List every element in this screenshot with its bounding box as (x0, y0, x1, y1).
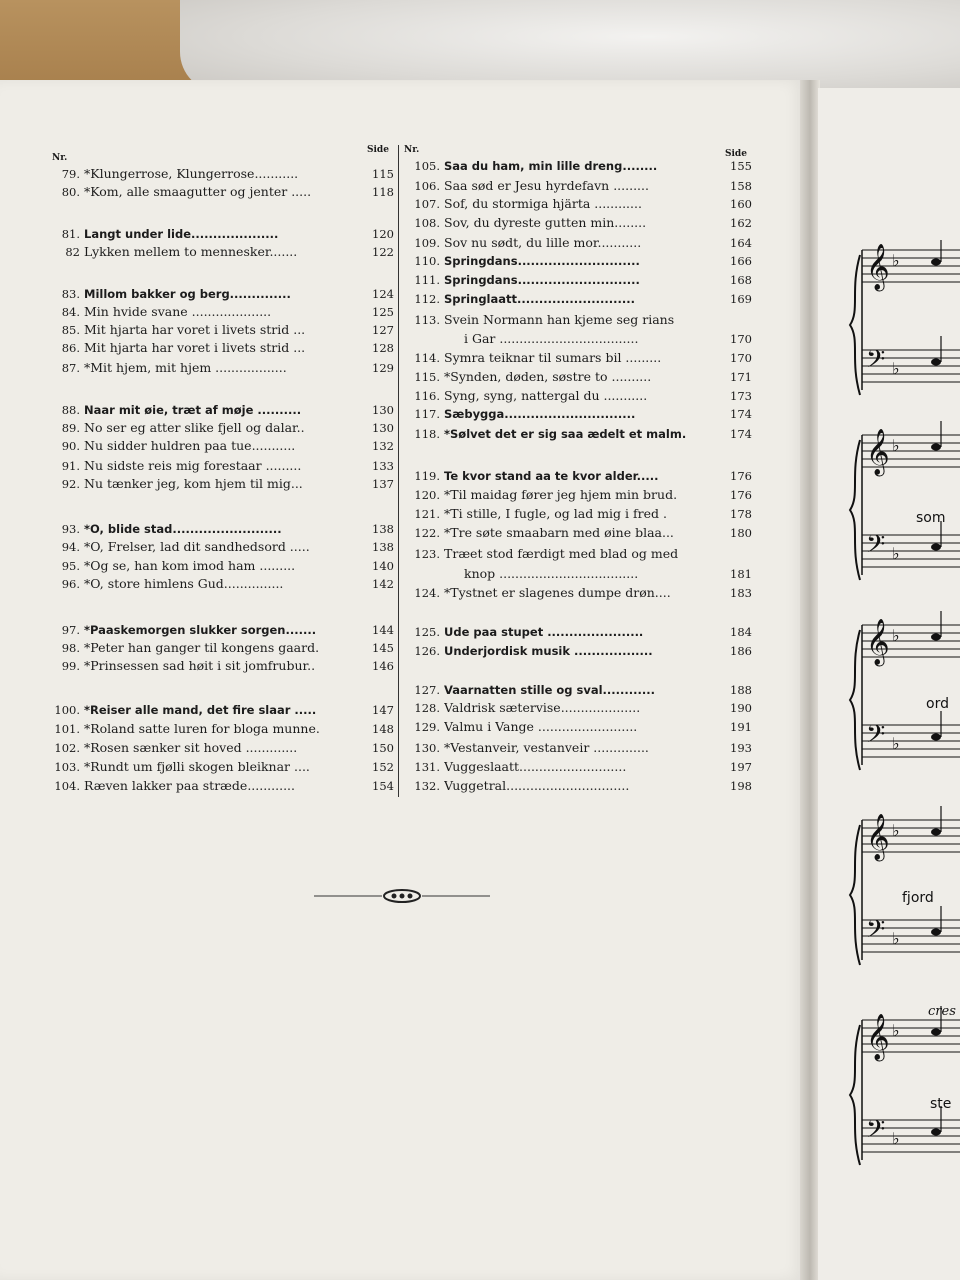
entry-page: 148 (372, 722, 394, 736)
index-entry (404, 368, 752, 386)
index-entry (404, 405, 752, 423)
entry-number: 127. (414, 683, 440, 697)
entry-number: 110. (414, 254, 440, 268)
entry-title: Springdans............................ (444, 273, 640, 287)
entry-number: 79. (61, 167, 80, 181)
entry-title: *Kom, alle smaagutter og jenter ..... (84, 184, 312, 199)
index-entry (44, 243, 394, 261)
entry-number: 123. (414, 547, 440, 561)
index-entry (44, 720, 394, 738)
entry-number: 87. (61, 361, 80, 375)
index-entry (404, 524, 752, 542)
entry-title: *Til maidag fører jeg hjem min brud. (444, 487, 678, 502)
entry-page: 176 (730, 469, 752, 483)
entry-number: 124. (414, 586, 440, 600)
note-head (931, 734, 941, 741)
index-entry (404, 758, 752, 776)
entry-number: 119. (414, 469, 440, 483)
entry-title: *Peter han ganger til kongens gaard. (84, 640, 320, 655)
entry-title: Te kvor stand aa te kvor alder..... (444, 469, 659, 483)
index-entry (44, 621, 394, 639)
entry-number: 82 (65, 245, 80, 259)
flat-icon: ♭ (892, 734, 900, 753)
entry-number: 98. (61, 641, 80, 655)
entry-page: 170 (730, 332, 752, 346)
entry-number: 84. (61, 305, 80, 319)
index-entry (404, 157, 752, 175)
entry-title: *Vestanveir, vestanveir .............. (444, 740, 649, 755)
entry-title: Saa du ham, min lille dreng........ (444, 159, 658, 173)
entry-number: 130. (414, 741, 440, 755)
entry-page: 133 (372, 459, 394, 473)
sheet-music (846, 240, 960, 1200)
entry-page: 184 (730, 625, 752, 639)
entry-page: 164 (730, 236, 752, 250)
entry-page: 193 (730, 741, 752, 755)
entry-title: Mit hjarta har voret i livets strid ... (84, 322, 306, 337)
entry-page: 142 (372, 577, 394, 591)
entry-number: 96. (61, 577, 80, 591)
lyric-ste: ste (930, 1096, 952, 1112)
entry-title: *Mit hjem, mit hjem .................. (84, 360, 287, 375)
entry-number: 104. (54, 779, 80, 793)
flat-icon: ♭ (892, 821, 900, 840)
entry-number: 85. (61, 323, 80, 337)
system-brace (850, 1025, 860, 1165)
flat-icon: ♭ (892, 359, 900, 378)
note-head (931, 359, 941, 366)
entry-number: 107. (414, 197, 440, 211)
entry-page: 176 (730, 488, 752, 502)
note-head (931, 929, 941, 936)
entry-number: 116. (414, 389, 440, 403)
entry-page: 138 (372, 522, 394, 536)
entry-page: 130 (372, 403, 394, 417)
index-entry (44, 437, 394, 455)
index-entry (404, 177, 752, 195)
entry-title: *Reiser alle mand, det fire slaar ..... (84, 703, 317, 717)
bass-clef-icon: 𝄢 (866, 345, 886, 380)
index-entry (404, 584, 752, 602)
entry-number: 118. (414, 427, 440, 441)
header-nr-left: Nr. (52, 153, 68, 163)
index-entry (404, 349, 752, 367)
index-entry (44, 303, 394, 321)
entry-number: 111. (414, 273, 440, 287)
entry-page: 137 (372, 477, 394, 491)
entry-number: 113. (414, 313, 440, 327)
entry-page: 174 (730, 407, 752, 421)
index-entry (44, 475, 394, 493)
entry-page: 154 (372, 779, 394, 793)
system-brace (850, 825, 860, 965)
entry-title: *O, Frelser, lad dit sandhedsord ..... (84, 539, 310, 554)
bass-clef-icon: 𝄢 (866, 530, 886, 565)
entry-title: Symra teiknar til sumars bil ......... (444, 350, 662, 365)
entry-page: 160 (730, 197, 752, 211)
index-entry (44, 339, 394, 357)
entry-title: Valmu i Vange ......................... (444, 719, 638, 734)
index-entry (404, 195, 752, 213)
index-entry (44, 419, 394, 437)
entry-title: i Gar ................................... (464, 331, 639, 346)
bass-clef-icon: 𝄢 (866, 1115, 886, 1150)
entry-title: Underjordisk musik .................. (444, 644, 653, 658)
treble-clef-icon: 𝄞 (866, 429, 890, 475)
entry-page: 181 (730, 567, 752, 581)
entry-title: *O, store himlens Gud............... (84, 576, 284, 591)
entry-title: Sov, du dyreste gutten min........ (444, 215, 647, 230)
index-entry (44, 557, 394, 575)
entry-page: 170 (730, 351, 752, 365)
entry-number: 91. (61, 459, 80, 473)
index-entry (44, 538, 394, 556)
entry-title: *Og se, han kom imod ham ......... (84, 558, 296, 573)
book-gutter (800, 80, 820, 1280)
entry-title: *Sølvet det er sig saa ædelt et malm. (444, 427, 687, 441)
index-entry (404, 467, 752, 485)
entry-number: 105. (414, 159, 440, 173)
system-brace (850, 255, 860, 395)
flat-icon: ♭ (892, 626, 900, 645)
dynamic-cres: cres (928, 1004, 956, 1019)
index-entry (404, 330, 752, 348)
note-head (931, 1029, 941, 1036)
entry-number: 106. (414, 179, 440, 193)
index-entry (44, 639, 394, 657)
entry-title: *Prinsessen sad høit i sit jomfrubur.. (84, 658, 316, 673)
entry-number: 86. (61, 341, 80, 355)
index-entry (404, 311, 752, 329)
entry-number: 128. (414, 701, 440, 715)
treble-clef-icon: 𝄞 (866, 814, 890, 860)
entry-title: Træet stod færdigt med blad og med (444, 546, 679, 561)
system-brace (850, 440, 860, 580)
entry-number: 101. (54, 722, 80, 736)
index-entry (44, 165, 394, 183)
entry-title: Vaarnatten stille og sval............ (444, 683, 655, 697)
entry-title: Saa sød er Jesu hyrdefavn ......... (444, 178, 649, 193)
entry-title: Mit hjarta har voret i livets strid ... (84, 340, 306, 355)
entry-page: 169 (730, 292, 752, 306)
index-entry (44, 321, 394, 339)
entry-number: 90. (61, 439, 80, 453)
entry-number: 103. (54, 760, 80, 774)
note-head (931, 634, 941, 641)
flat-icon: ♭ (892, 544, 900, 563)
entry-title: *Synden, døden, søstre to .......... (444, 369, 652, 384)
entry-page: 174 (730, 427, 752, 441)
entry-page: 128 (372, 341, 394, 355)
entry-page: 120 (372, 227, 394, 241)
index-entry (44, 657, 394, 675)
index-entry (44, 701, 394, 719)
entry-page: 124 (372, 287, 394, 301)
index-entry (404, 505, 752, 523)
entry-page: 158 (730, 179, 752, 193)
header-nr-right: Nr. (404, 145, 420, 155)
entry-number: 83. (61, 287, 80, 301)
entry-page: 190 (730, 701, 752, 715)
column-divider (398, 145, 399, 797)
flat-icon: ♭ (892, 1021, 900, 1040)
index-entry (404, 777, 752, 795)
entry-page: 130 (372, 421, 394, 435)
entry-title: Naar mit øie, træt af møje .......... (84, 403, 302, 417)
entry-number: 99. (61, 659, 80, 673)
entry-number: 81. (61, 227, 80, 241)
entry-page: 122 (372, 245, 394, 259)
entry-page: 132 (372, 439, 394, 453)
entry-page: 191 (730, 720, 752, 734)
lyric-fjord: fjord (902, 890, 934, 906)
entry-title: Springlaatt........................... (444, 292, 635, 306)
entry-title: Sæbygga.............................. (444, 407, 636, 421)
entry-page: 155 (730, 159, 752, 173)
flat-icon: ♭ (892, 251, 900, 270)
entry-title: Sof, du stormiga hjärta ............ (444, 196, 642, 211)
index-entry (44, 183, 394, 201)
lyric-ord: ord (926, 696, 949, 712)
entry-number: 131. (414, 760, 440, 774)
entry-title: *Rundt um fjølli skogen bleiknar .... (84, 759, 310, 774)
index-entry (404, 565, 752, 583)
entry-number: 100. (54, 703, 80, 717)
entry-title: *Ti stille, I fugle, og lad mig i fred . (444, 506, 667, 521)
entry-page: 129 (372, 361, 394, 375)
entry-number: 94. (61, 540, 80, 554)
entry-page: 118 (372, 185, 394, 199)
entry-number: 114. (414, 351, 440, 365)
entry-title: Nu tænker jeg, kom hjem til mig... (84, 476, 303, 491)
entry-title: Min hvide svane .................... (84, 304, 272, 319)
entry-page: 125 (372, 305, 394, 319)
entry-title: *O, blide stad......................... (84, 522, 282, 536)
entry-page: 146 (372, 659, 394, 673)
entry-title: Nu sidste reis mig forestaar ......... (84, 458, 302, 473)
index-entry (44, 575, 394, 593)
index-entry (404, 739, 752, 757)
index-entry (404, 290, 752, 308)
entry-title: Springdans............................ (444, 254, 640, 268)
entry-title: *Tre søte smaabarn med øine blaa... (444, 525, 674, 540)
entry-page: 180 (730, 526, 752, 540)
entry-title: *Paaskemorgen slukker sorgen....... (84, 623, 317, 637)
treble-clef-icon: 𝄞 (866, 1014, 890, 1060)
index-entry (404, 699, 752, 717)
entry-page: 188 (730, 683, 752, 697)
index-entry (404, 545, 752, 563)
entry-number: 121. (414, 507, 440, 521)
entry-title: Langt under lide.................... (84, 227, 279, 241)
entry-number: 132. (414, 779, 440, 793)
entry-page: 162 (730, 216, 752, 230)
index-entry (404, 425, 752, 443)
index-entry (44, 520, 394, 538)
entry-page: 173 (730, 389, 752, 403)
entry-page: 183 (730, 586, 752, 600)
entry-page: 144 (372, 623, 394, 637)
entry-number: 125. (414, 625, 440, 639)
note-head (931, 544, 941, 551)
entry-title: Syng, syng, nattergal du ........... (444, 388, 648, 403)
entry-number: 108. (414, 216, 440, 230)
index-entry (44, 401, 394, 419)
index-entry (404, 271, 752, 289)
entry-page: 197 (730, 760, 752, 774)
entry-title: *Roland satte luren for bloga munne. (84, 721, 320, 736)
treble-clef-icon: 𝄞 (866, 619, 890, 665)
entry-page: 140 (372, 559, 394, 573)
bass-clef-icon: 𝄢 (866, 915, 886, 950)
entry-number: 122. (414, 526, 440, 540)
flat-icon: ♭ (892, 929, 900, 948)
entry-page: 166 (730, 254, 752, 268)
index-entry (404, 252, 752, 270)
entry-number: 93. (61, 522, 80, 536)
entry-number: 102. (54, 741, 80, 755)
entry-page: 186 (730, 644, 752, 658)
index-entry (44, 758, 394, 776)
index-entry (404, 234, 752, 252)
ornament-divider (312, 884, 492, 908)
treble-clef-icon: 𝄞 (866, 244, 890, 290)
index-entry (44, 285, 394, 303)
entry-title: knop ................................... (464, 566, 639, 581)
entry-number: 115. (414, 370, 440, 384)
entry-title: *Klungerrose, Klungerrose........... (84, 166, 299, 181)
entry-number: 117. (414, 407, 440, 421)
entry-page: 147 (372, 703, 394, 717)
entry-page: 168 (730, 273, 752, 287)
note-head (931, 1129, 941, 1136)
entry-number: 120. (414, 488, 440, 502)
entry-title: *Tystnet er slagenes dumpe drøn.... (444, 585, 671, 600)
entry-title: Ræven lakker paa stræde............ (84, 778, 295, 793)
index-entry (44, 359, 394, 377)
note-head (931, 444, 941, 451)
entry-number: 129. (414, 720, 440, 734)
entry-title: Vuggetral............................... (444, 778, 630, 793)
entry-title: Lykken mellem to mennesker....... (84, 244, 298, 259)
entry-page: 150 (372, 741, 394, 755)
entry-number: 97. (61, 623, 80, 637)
entry-number: 92. (61, 477, 80, 491)
index-entry (404, 387, 752, 405)
index-entry (404, 623, 752, 641)
index-entry (404, 214, 752, 232)
index-entry (404, 486, 752, 504)
index-entry (44, 457, 394, 475)
note-head (931, 829, 941, 836)
entry-number: 88. (61, 403, 80, 417)
bass-clef-icon: 𝄢 (866, 720, 886, 755)
index-entry (44, 225, 394, 243)
lyric-som: som (916, 510, 946, 526)
entry-title: Millom bakker og berg.............. (84, 287, 291, 301)
entry-page: 178 (730, 507, 752, 521)
system-brace (850, 630, 860, 770)
fur-rug (180, 0, 960, 92)
entry-page: 171 (730, 370, 752, 384)
entry-number: 126. (414, 644, 440, 658)
entry-title: Ude paa stupet ...................... (444, 625, 644, 639)
entry-number: 89. (61, 421, 80, 435)
entry-title: No ser eg atter slike fjell og dalar.. (84, 420, 305, 435)
entry-page: 127 (372, 323, 394, 337)
flat-icon: ♭ (892, 1129, 900, 1148)
entry-page: 198 (730, 779, 752, 793)
index-entry (404, 718, 752, 736)
entry-title: Valdrisk sætervise.................... (444, 700, 641, 715)
entry-number: 109. (414, 236, 440, 250)
entry-page: 115 (372, 167, 394, 181)
entry-page: 152 (372, 760, 394, 774)
entry-title: Nu sidder huldren paa tue........... (84, 438, 296, 453)
header-side-right: Side (725, 149, 747, 159)
entry-page: 138 (372, 540, 394, 554)
header-side-left: Side (367, 145, 389, 155)
entry-title: *Rosen sænker sit hoved ............. (84, 740, 298, 755)
entry-title: Sov nu sødt, du lille mor........... (444, 235, 642, 250)
note-head (931, 259, 941, 266)
index-entry (404, 681, 752, 699)
entry-number: 80. (61, 185, 80, 199)
entry-number: 95. (61, 559, 80, 573)
index-entry (404, 642, 752, 660)
index-entry (44, 739, 394, 757)
entry-page: 145 (372, 641, 394, 655)
entry-title: Svein Normann han kjeme seg rians (444, 312, 675, 327)
index-entry (44, 777, 394, 795)
entry-title: Vuggeslaatt........................... (444, 759, 627, 774)
flat-icon: ♭ (892, 436, 900, 455)
entry-number: 112. (414, 292, 440, 306)
